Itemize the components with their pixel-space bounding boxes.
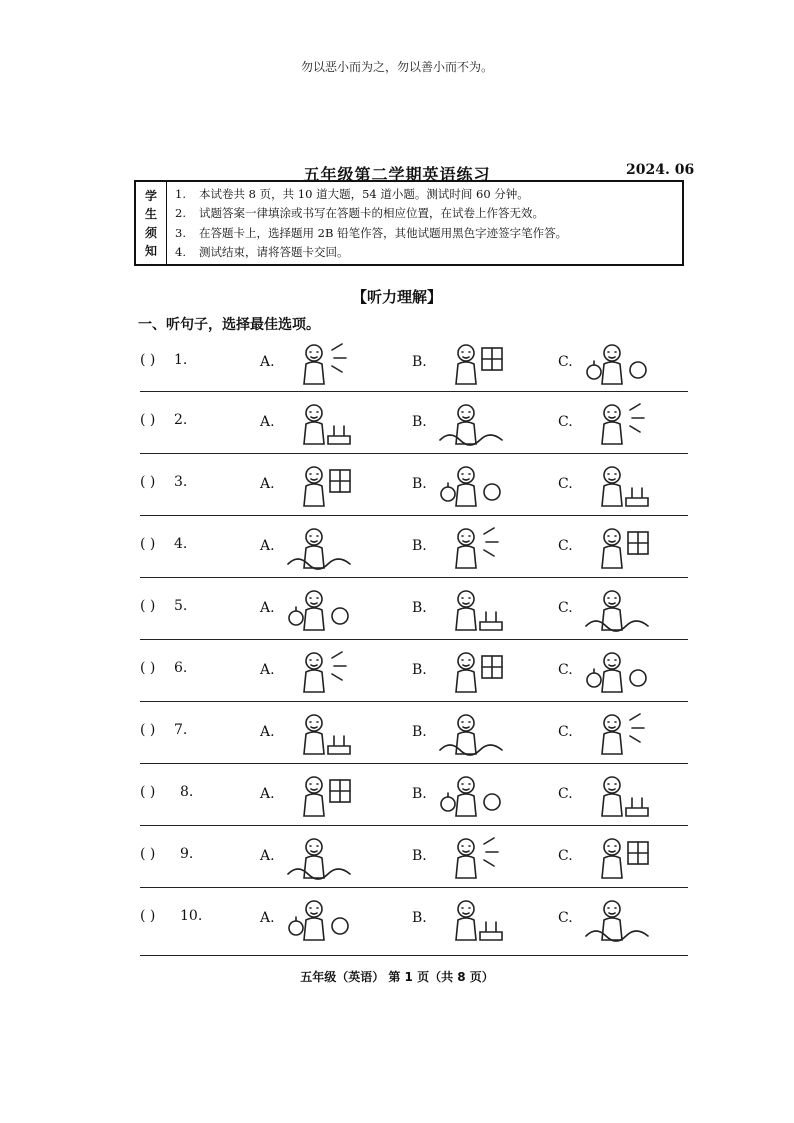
option-letter: A. bbox=[260, 786, 275, 802]
answer-blank[interactable]: ( ) bbox=[140, 660, 156, 676]
question-number: 5. bbox=[174, 598, 188, 614]
option-letter: C. bbox=[558, 662, 573, 678]
notice-item-num: 1. bbox=[175, 187, 186, 201]
option-letter: C. bbox=[558, 786, 573, 802]
option-b[interactable] bbox=[412, 896, 542, 946]
option-letter: C. bbox=[558, 848, 573, 864]
option-a[interactable] bbox=[260, 462, 390, 512]
option-c[interactable] bbox=[558, 772, 688, 822]
notice-item-num: 3. bbox=[175, 225, 186, 240]
option-letter: B. bbox=[412, 662, 427, 678]
row-divider bbox=[140, 639, 688, 640]
option-b[interactable] bbox=[412, 710, 542, 760]
option-b[interactable] bbox=[412, 834, 542, 884]
row-divider bbox=[140, 391, 688, 392]
part-title: 一、听句子，选择最佳选项。 bbox=[138, 317, 320, 333]
option-letter: A. bbox=[260, 538, 275, 554]
option-b[interactable] bbox=[412, 340, 542, 390]
option-letter: A. bbox=[260, 414, 275, 430]
option-c[interactable] bbox=[558, 586, 688, 636]
page-footer: 五年级（英语） 第 1 页（共 8 页） bbox=[300, 970, 494, 984]
option-letter: A. bbox=[260, 476, 275, 492]
answer-blank[interactable]: ( ) bbox=[140, 412, 156, 428]
question-number: 8. bbox=[180, 784, 194, 800]
notice-label-char: 学 bbox=[144, 188, 157, 203]
page-motto: 勿以恶小而为之，勿以善小而不为。 bbox=[300, 60, 493, 74]
option-letter: B. bbox=[412, 414, 427, 430]
option-c[interactable] bbox=[558, 462, 688, 512]
question-row bbox=[140, 710, 688, 760]
notice-item-text: 试题答案一律填涂或书写在答题卡的相应位置，在试卷上作答无效。 bbox=[199, 206, 544, 221]
notice-item bbox=[175, 185, 674, 203]
option-c[interactable] bbox=[558, 400, 688, 450]
exam-title: 五年级第二学期英语练习 bbox=[303, 165, 491, 184]
option-letter: B. bbox=[412, 848, 427, 864]
notice-label-char: 生 bbox=[144, 207, 157, 222]
option-a[interactable] bbox=[260, 834, 390, 884]
option-letter: A. bbox=[260, 662, 275, 678]
question-row bbox=[140, 648, 688, 698]
section-heading: 【听力理解】 bbox=[351, 288, 442, 306]
answer-blank[interactable]: ( ) bbox=[140, 474, 156, 490]
option-a[interactable] bbox=[260, 340, 390, 390]
option-letter: A. bbox=[260, 354, 275, 370]
option-letter: C. bbox=[558, 476, 573, 492]
option-b[interactable] bbox=[412, 648, 542, 698]
row-divider bbox=[140, 701, 688, 702]
option-c[interactable] bbox=[558, 834, 688, 884]
option-letter: C. bbox=[558, 600, 573, 616]
option-letter: B. bbox=[412, 538, 427, 554]
option-letter: B. bbox=[412, 724, 427, 740]
option-b[interactable] bbox=[412, 462, 542, 512]
answer-blank[interactable]: ( ) bbox=[140, 846, 156, 862]
option-b[interactable] bbox=[412, 586, 542, 636]
row-divider bbox=[140, 515, 688, 516]
notice-label bbox=[136, 182, 167, 264]
answer-blank[interactable]: ( ) bbox=[140, 352, 156, 368]
option-b[interactable] bbox=[412, 772, 542, 822]
row-divider bbox=[140, 763, 688, 764]
option-letter: A. bbox=[260, 848, 275, 864]
question-row bbox=[140, 772, 688, 822]
option-b[interactable] bbox=[412, 400, 542, 450]
option-b[interactable] bbox=[412, 524, 542, 574]
option-a[interactable] bbox=[260, 400, 390, 450]
question-row bbox=[140, 896, 688, 946]
student-notice-box bbox=[134, 180, 684, 266]
option-c[interactable] bbox=[558, 710, 688, 760]
question-row bbox=[140, 340, 688, 390]
option-letter: B. bbox=[412, 600, 427, 616]
question-row bbox=[140, 462, 688, 512]
question-number: 10. bbox=[180, 908, 203, 924]
question-row bbox=[140, 400, 688, 450]
answer-blank[interactable]: ( ) bbox=[140, 598, 156, 614]
row-divider bbox=[140, 825, 688, 826]
option-c[interactable] bbox=[558, 896, 688, 946]
question-row bbox=[140, 586, 688, 636]
option-c[interactable] bbox=[558, 340, 688, 390]
answer-blank[interactable]: ( ) bbox=[140, 722, 156, 738]
answer-blank[interactable]: ( ) bbox=[140, 784, 156, 800]
exam-date: 2024. 06 bbox=[626, 162, 695, 178]
notice-item-text: 测试结束，请将答题卡交回。 bbox=[199, 244, 349, 259]
option-letter: B. bbox=[412, 354, 427, 370]
row-divider bbox=[140, 577, 688, 578]
answer-blank[interactable]: ( ) bbox=[140, 908, 156, 924]
row-divider bbox=[140, 887, 688, 888]
notice-item bbox=[175, 243, 674, 261]
notice-label-char: 知 bbox=[144, 244, 157, 259]
notice-label-char: 须 bbox=[144, 225, 157, 240]
option-letter: C. bbox=[558, 724, 573, 740]
question-row bbox=[140, 524, 688, 574]
question-row bbox=[140, 834, 688, 884]
option-letter: C. bbox=[558, 910, 573, 926]
question-number: 2. bbox=[174, 412, 188, 428]
notice-item bbox=[175, 224, 674, 242]
option-letter: C. bbox=[558, 538, 573, 554]
option-a[interactable] bbox=[260, 896, 390, 946]
option-letter: A. bbox=[260, 910, 275, 926]
option-letter: C. bbox=[558, 414, 573, 430]
question-number: 4. bbox=[174, 536, 188, 552]
option-a[interactable] bbox=[260, 710, 390, 760]
notice-item bbox=[175, 204, 674, 222]
option-letter: A. bbox=[260, 600, 275, 616]
notice-items bbox=[167, 182, 682, 264]
option-a[interactable] bbox=[260, 648, 390, 698]
option-letter: B. bbox=[412, 786, 427, 802]
notice-item-text: 本试卷共 8 页，共 10 道大题，54 道小题。测试时间 60 分钟。 bbox=[199, 187, 529, 201]
notice-item-num: 4. bbox=[175, 244, 186, 259]
option-a[interactable] bbox=[260, 772, 390, 822]
option-letter: C. bbox=[558, 354, 573, 370]
question-number: 6. bbox=[174, 660, 188, 676]
question-number: 9. bbox=[180, 846, 194, 862]
notice-item-text: 在答题卡上，选择题用 2B 铅笔作答，其他试题用黑色字迹签字笔作答。 bbox=[199, 225, 568, 240]
option-c[interactable] bbox=[558, 524, 688, 574]
option-letter: B. bbox=[412, 476, 427, 492]
option-letter: B. bbox=[412, 910, 427, 926]
row-divider bbox=[140, 453, 688, 454]
question-number: 1. bbox=[174, 352, 188, 368]
question-number: 3. bbox=[174, 474, 188, 490]
answer-blank[interactable]: ( ) bbox=[140, 536, 156, 552]
question-number: 7. bbox=[174, 722, 188, 738]
notice-item-num: 2. bbox=[175, 206, 186, 221]
option-letter: A. bbox=[260, 724, 275, 740]
option-a[interactable] bbox=[260, 586, 390, 636]
option-c[interactable] bbox=[558, 648, 688, 698]
row-divider bbox=[140, 955, 688, 956]
option-a[interactable] bbox=[260, 524, 390, 574]
